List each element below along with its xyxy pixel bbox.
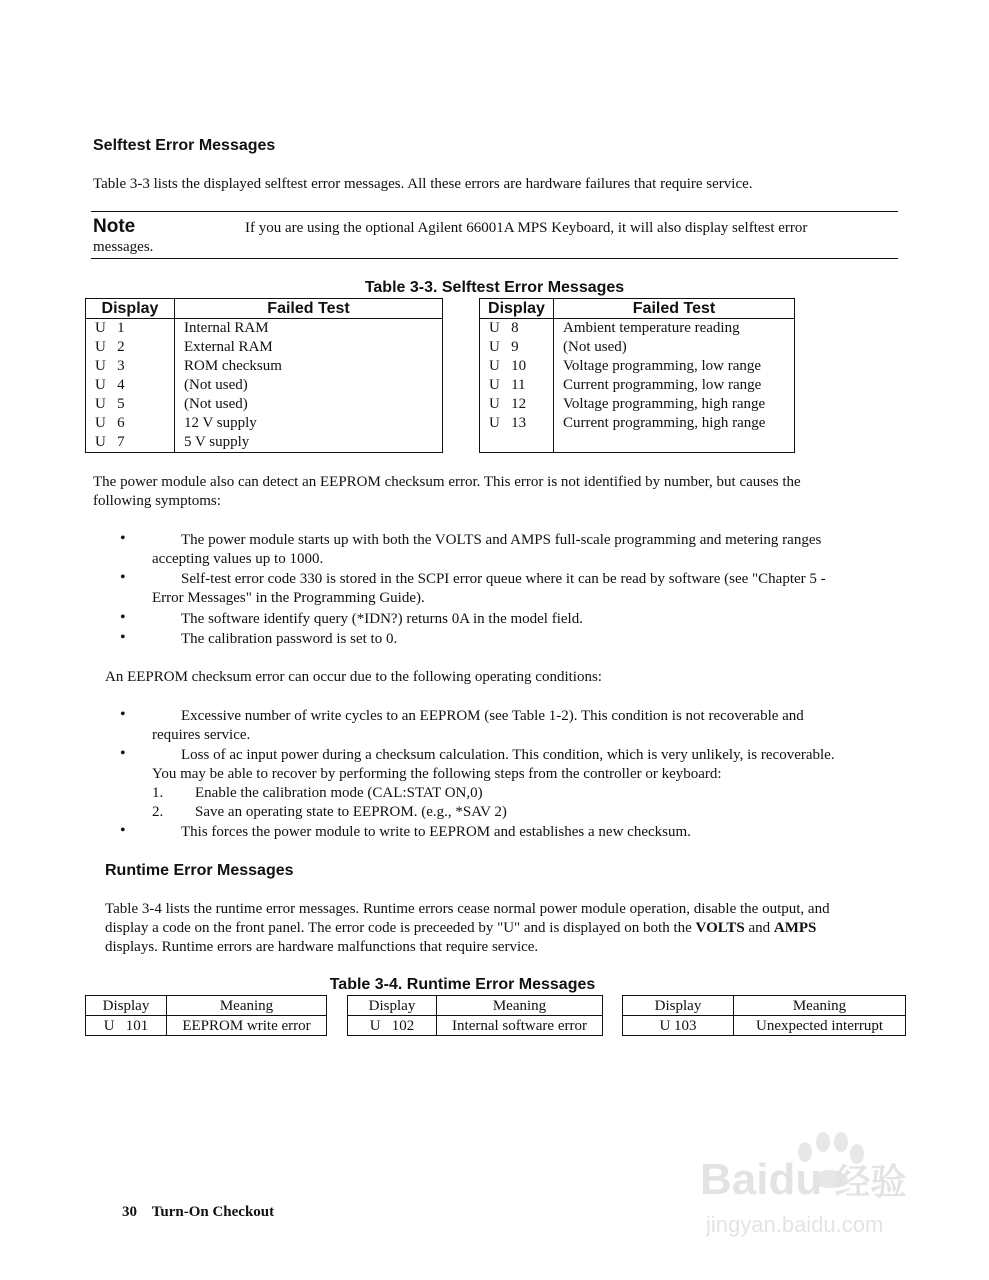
error-code: U 8 xyxy=(489,320,519,336)
note-top-rule xyxy=(91,211,898,212)
table-row xyxy=(86,338,443,357)
runtime-table-1 xyxy=(85,995,327,1036)
symptom-2-line1: Self-test error code 330 is stored in the SCPI error queue where it can be read by software (see "Chapter 5 - xyxy=(181,571,826,587)
bullet-icon: • xyxy=(120,569,126,586)
failed-test: ROM checksum xyxy=(175,357,443,376)
final-bullet: This forces the power module to write to EEPROM and establishes a new checksum. xyxy=(181,824,691,840)
error-code: U 7 xyxy=(95,434,125,450)
error-code: U 9 xyxy=(489,339,519,355)
bullet-icon: • xyxy=(120,745,126,762)
selftest-table-right xyxy=(479,298,795,453)
error-code: U 101 xyxy=(86,1016,167,1036)
error-code: U 1 xyxy=(95,320,125,336)
col-header-display: Display xyxy=(480,299,554,319)
footer-title: Turn-On Checkout xyxy=(151,1204,275,1220)
table-3-3-title: Table 3-3. Selftest Error Messages xyxy=(364,279,625,296)
col-header-display: Display xyxy=(623,996,734,1016)
col-header-display: Display xyxy=(86,996,167,1016)
section-heading-selftest: Selftest Error Messages xyxy=(93,137,276,154)
selftest-table-left xyxy=(85,298,443,453)
table-row xyxy=(480,357,795,376)
table-row xyxy=(623,1016,906,1036)
col-header-failed-test: Failed Test xyxy=(554,299,795,319)
condition-2-line1: Loss of ac input power during a checksum calculation. This condition, which is very unlikely, is recoverable. xyxy=(181,747,835,763)
col-header-meaning: Meaning xyxy=(734,996,906,1016)
table-row xyxy=(86,414,443,433)
bullet-icon: • xyxy=(120,706,126,723)
table-row xyxy=(480,414,795,433)
selftest-intro: Table 3-3 lists the displayed selftest error messages. All these errors are hardware failures that require service. xyxy=(93,176,753,192)
error-code: U 11 xyxy=(489,377,526,393)
failed-test: (Not used) xyxy=(175,376,443,395)
step-2-text: Save an operating state to EEPROM. (e.g., *SAV 2) xyxy=(195,804,507,820)
condition-1-line2: requires service. xyxy=(152,727,251,743)
note-text-line1: If you are using the optional Agilent 66001A MPS Keyboard, it will also display selftest error xyxy=(245,220,808,236)
table-row xyxy=(480,319,795,339)
failed-test: Current programming, high range xyxy=(554,414,795,433)
error-code: U 3 xyxy=(95,358,125,374)
table-row xyxy=(480,395,795,414)
failed-test: Ambient temperature reading xyxy=(554,319,795,339)
baidu-watermark xyxy=(700,1130,940,1240)
and-word: and xyxy=(748,920,771,936)
error-meaning: Internal software error xyxy=(437,1016,603,1036)
watermark-brand: Baidu 经验 xyxy=(700,1155,907,1204)
col-header-display: Display xyxy=(86,299,175,319)
table-row xyxy=(86,433,443,453)
volts-label: VOLTS xyxy=(695,920,745,936)
col-header-meaning: Meaning xyxy=(437,996,603,1016)
step-1-number: 1. xyxy=(152,785,164,801)
error-code: U 102 xyxy=(348,1016,437,1036)
symptom-3: The software identify query (*IDN?) returns 0A in the model field. xyxy=(181,611,583,627)
failed-test: 12 V supply xyxy=(175,414,443,433)
error-code: U 12 xyxy=(489,396,527,412)
table-row xyxy=(348,1016,603,1036)
col-header-meaning: Meaning xyxy=(167,996,327,1016)
failed-test: 5 V supply xyxy=(175,433,443,453)
col-header-failed-test: Failed Test xyxy=(175,299,443,319)
error-code: U 6 xyxy=(95,415,125,431)
error-meaning: EEPROM write error xyxy=(167,1016,327,1036)
table-row xyxy=(86,1016,327,1036)
bullet-icon: • xyxy=(120,629,126,646)
bullet-icon: • xyxy=(120,609,126,626)
table-row xyxy=(86,395,443,414)
page-number: 30 xyxy=(122,1204,137,1220)
error-meaning: Unexpected interrupt xyxy=(734,1016,906,1036)
runtime-intro-line2-text: display a code on the front panel. The error code is preceeded by "U" and is displayed on both the xyxy=(105,920,692,936)
failed-test: Voltage programming, high range xyxy=(554,395,795,414)
symptom-2-line2: Error Messages" in the Programming Guide). xyxy=(152,590,425,606)
failed-test: Voltage programming, low range xyxy=(554,357,795,376)
error-code: U 103 xyxy=(623,1016,734,1036)
table-3-4-title: Table 3-4. Runtime Error Messages xyxy=(329,976,596,993)
runtime-table-3 xyxy=(622,995,906,1036)
failed-test: Current programming, low range xyxy=(554,376,795,395)
bullet-icon: • xyxy=(120,822,126,839)
error-code: U 10 xyxy=(489,358,527,374)
runtime-intro-line1: Table 3-4 lists the runtime error messages. Runtime errors cease normal power module operation, disable the output, and xyxy=(105,901,830,917)
error-code: U 4 xyxy=(95,377,125,393)
symptom-1-line1: The power module starts up with both the VOLTS and AMPS full-scale programming and metering ranges xyxy=(181,532,822,548)
table-row xyxy=(86,319,443,339)
runtime-intro-line3: displays. Runtime errors are hardware malfunctions that require service. xyxy=(105,939,539,955)
eeprom-para1-line2: following symptoms: xyxy=(93,493,221,509)
table-row xyxy=(480,376,795,395)
eeprom-para1-line1: The power module also can detect an EEPROM checksum error. This error is not identified by number, but causes the xyxy=(93,474,801,490)
note-label: Note xyxy=(93,216,136,237)
error-code: U 5 xyxy=(95,396,125,412)
step-2-number: 2. xyxy=(152,804,164,820)
note-text-line2: messages. xyxy=(93,239,154,255)
note-bottom-rule xyxy=(91,258,898,259)
failed-test: External RAM xyxy=(175,338,443,357)
runtime-table-2 xyxy=(347,995,603,1036)
table-row-empty xyxy=(480,433,795,453)
col-header-display: Display xyxy=(348,996,437,1016)
failed-test: Internal RAM xyxy=(175,319,443,339)
symptom-4: The calibration password is set to 0. xyxy=(181,631,398,647)
footer xyxy=(122,1204,274,1221)
failed-test: (Not used) xyxy=(554,338,795,357)
symptom-1-line2: accepting values up to 1000. xyxy=(152,551,324,567)
error-code: U 13 xyxy=(489,415,527,431)
step-1-text: Enable the calibration mode (CAL:STAT ON,0) xyxy=(195,785,483,801)
error-code: U 2 xyxy=(95,339,125,355)
table-row xyxy=(86,357,443,376)
watermark-url: jingyan.baidu.com xyxy=(706,1212,884,1237)
section-heading-runtime: Runtime Error Messages xyxy=(105,862,294,879)
bullet-icon: • xyxy=(120,530,126,547)
amps-label: AMPS xyxy=(773,920,817,936)
condition-2-line2: You may be able to recover by performing the following steps from the controller or keyboard: xyxy=(152,766,722,782)
table-row xyxy=(480,338,795,357)
eeprom-para2: An EEPROM checksum error can occur due to the following operating conditions: xyxy=(105,669,602,685)
table-row xyxy=(86,376,443,395)
runtime-intro-line2 xyxy=(105,919,816,938)
failed-test: (Not used) xyxy=(175,395,443,414)
condition-1-line1: Excessive number of write cycles to an EEPROM (see Table 1-2). This condition is not recoverable and xyxy=(181,708,804,724)
